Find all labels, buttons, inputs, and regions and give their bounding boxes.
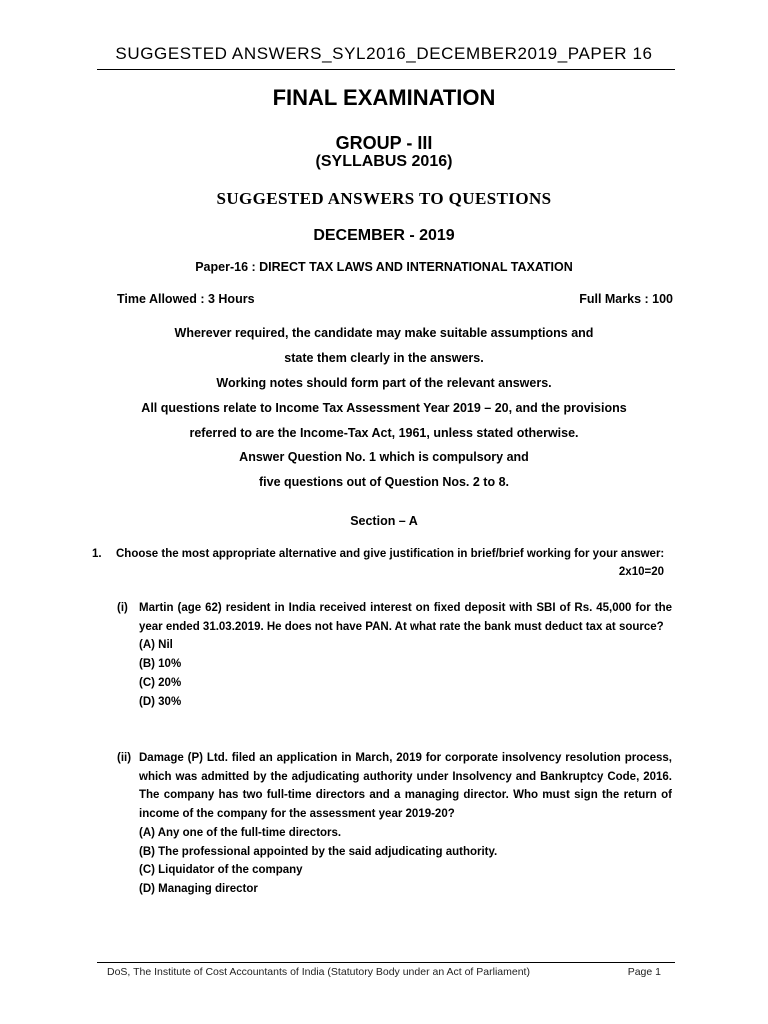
paper-title: Paper-16 : DIRECT TAX LAWS AND INTERNATIONAL TAXATION (195, 260, 573, 274)
header-rule (97, 69, 675, 70)
sub-question-text: Damage (P) Ltd. filed an application in March, 2019 for corporate insolvency resolution process, which was admitted by the adjudicating authority under Insolvency and Bankruptcy Code, 2016. The company has two full-time directors and a managing director. Who must sign the return of income of the company for the assessment year 2019-20? (139, 752, 672, 821)
page-number: Page 1 (627, 966, 661, 978)
footer-rule (97, 962, 675, 963)
option-d: (D) 30% (139, 695, 182, 708)
instruction-line: Wherever required, the candidate may make suitable assumptions and (174, 326, 594, 340)
instruction-line: Answer Question No. 1 which is compulsory and (239, 450, 529, 464)
group-title: GROUP - III (335, 133, 433, 153)
full-marks: Full Marks : 100 (579, 292, 673, 306)
instruction-line: referred to are the Income-Tax Act, 1961, unless stated otherwise. (189, 426, 579, 440)
time-allowed: Time Allowed : 3 Hours (117, 292, 255, 306)
question-text: Choose the most appropriate alternative and give justification in brief/brief working for your answer: (116, 548, 665, 560)
option-b: (B) The professional appointed by the said adjudicating authority. (139, 845, 498, 858)
option-d: (D) Managing director (139, 882, 258, 895)
question-marks: 2x10=20 (618, 566, 664, 578)
exam-title: FINAL EXAMINATION (272, 85, 496, 110)
option-b: (B) 10% (139, 658, 182, 671)
exam-meta-row (117, 292, 673, 310)
option-c: (C) 20% (139, 676, 182, 689)
question-number: 1. (92, 548, 102, 560)
option-c: (C) Liquidator of the company (139, 864, 303, 877)
syllabus-title: (SYLLABUS 2016) (315, 153, 453, 170)
instruction-line: state them clearly in the answers. (284, 351, 484, 365)
instruction-line: five questions out of Question Nos. 2 to 8. (258, 475, 510, 489)
footer-text: DoS, The Institute of Cost Accountants of India (Statutory Body under an Act of Parliament) (107, 966, 530, 978)
section-heading: Section – A (350, 514, 418, 528)
option-a: (A) Any one of the full-time directors. (139, 826, 342, 839)
sub-question-number: (ii) (117, 752, 132, 764)
sub-question-text: Martin (age 62) resident in India received interest on fixed deposit with SBI of Rs. 45,000 for the year ended 31.03.2019. He does not have PAN. At what rate the bank must deduct tax at source? (139, 602, 672, 633)
document-subtitle: SUGGESTED ANSWERS TO QUESTIONS (216, 189, 552, 208)
instruction-line: All questions relate to Income Tax Assessment Year 2019 – 20, and the provisions (141, 401, 627, 415)
sub-question-number: (i) (117, 602, 128, 614)
instruction-line: Working notes should form part of the relevant answers. (216, 376, 552, 390)
option-a: (A) Nil (139, 639, 173, 652)
running-header: SUGGESTED ANSWERS_SYL2016_DECEMBER2019_PAPER 16 (115, 44, 653, 63)
session-title: DECEMBER - 2019 (313, 227, 455, 244)
